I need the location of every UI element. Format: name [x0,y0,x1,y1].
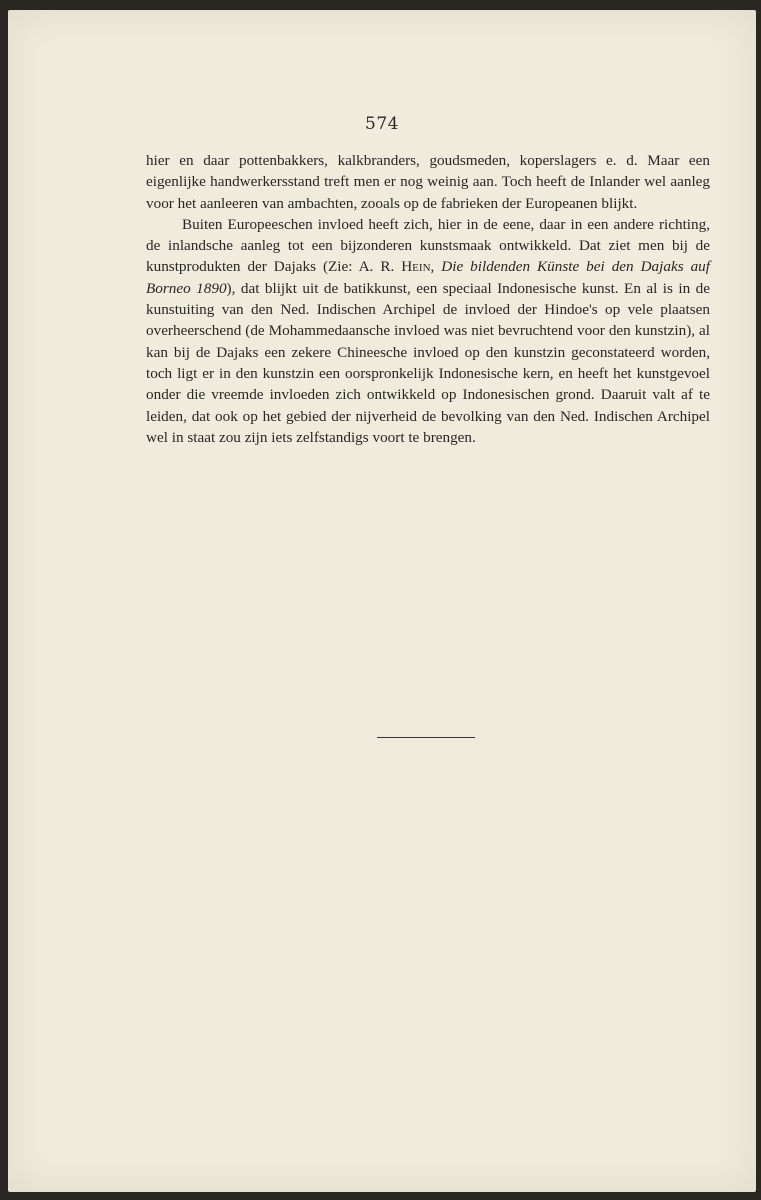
book-page [8,10,756,1192]
paragraph-1: hier en daar pottenbakkers, kalkbranders, goudsmeden, koperslagers e. d. Maar een eigenlijke handwerkersstand treft men er nog weinig aan. Toch heeft de Inlander wel aanleg voor het aanleeren van ambachten, zooals op de fabrieken der Europeanen blijkt. [146,152,710,212]
page-number: 574 [365,114,399,134]
citation-author: Hein [401,258,431,276]
paragraph-2-text-before: Buiten Europeeschen invloed heeft zich, hier in de eene, daar in een andere richting, de inlandsche aanleg tot een bijzonderen kunstsmaak ontwikkeld. Dat ziet men bij de kunstprodukten der Dajaks (Zie: A. R. [146,215,710,276]
section-end-rule [377,737,475,738]
citation-separator: , [430,258,442,276]
citation-book-title: Die bildenden Künste bei den Dajaks auf Borneo 1890 [146,258,710,297]
paragraph-2-text-after: ), dat blijkt uit de batikkunst, een speciaal Indonesische kunst. En al is in de kunstuiting van den Ned. Indischen Archipel de invloed der Hindoe's op vele plaatsen overheerschend (de Mohammedaansche invloed was niet bevruchtend voor den kunstzin), al kan bij de Dajaks een zekere Chineesche invloed op den kunstzin geconstateerd worden, toch ligt er in den kunstzin een oorspronkelijk Indonesische kern, en heeft het kunstgevoel onder die vreemde invloeden zich ontwikkeld op Indonesischen grond. Daaruit valt af te leiden, dat ook op het gebied der nijverheid de bevolking van den Ned. Indischen Archipel wel in staat zou zijn iets zelfstandigs voort te brengen. [146,279,710,446]
paragraph-2 [146,214,710,448]
body-text [146,150,710,448]
